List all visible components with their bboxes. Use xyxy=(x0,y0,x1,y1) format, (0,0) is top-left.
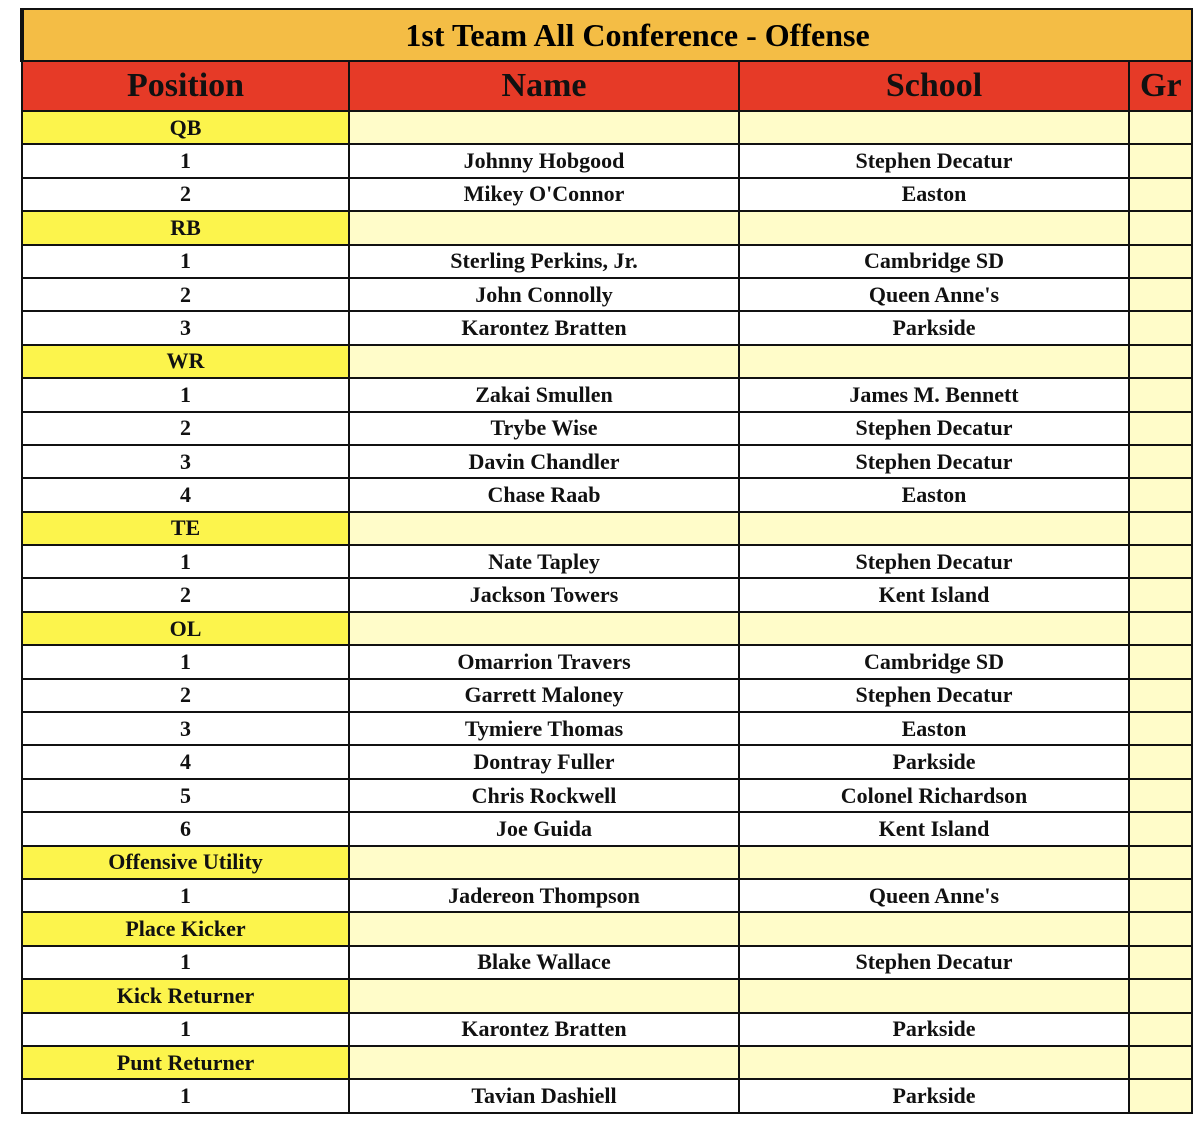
table-row xyxy=(22,445,1192,478)
group-grade-cell xyxy=(1129,1046,1192,1079)
player-name-cell: Johnny Hobgood xyxy=(349,144,739,177)
school-cell: James M. Bennett xyxy=(739,378,1129,411)
group-name-cell xyxy=(349,912,739,945)
group-name-cell xyxy=(349,512,739,545)
school-cell: Stephen Decatur xyxy=(739,412,1129,445)
school-cell: Kent Island xyxy=(739,578,1129,611)
grade-cell xyxy=(1129,178,1192,211)
group-name-cell xyxy=(349,979,739,1012)
rank-cell: 4 xyxy=(22,745,349,778)
position-label: RB xyxy=(22,211,349,244)
rank-cell: 3 xyxy=(22,311,349,344)
grade-cell xyxy=(1129,679,1192,712)
school-cell: Parkside xyxy=(739,745,1129,778)
school-cell: Colonel Richardson xyxy=(739,779,1129,812)
group-school-cell xyxy=(739,211,1129,244)
rank-cell: 1 xyxy=(22,245,349,278)
grade-cell xyxy=(1129,745,1192,778)
table-row xyxy=(22,1079,1192,1112)
table-row xyxy=(22,679,1192,712)
player-name-cell: Tymiere Thomas xyxy=(349,712,739,745)
table-row xyxy=(22,278,1192,311)
group-grade-cell xyxy=(1129,612,1192,645)
position-group-row xyxy=(22,846,1192,879)
player-name-cell: Karontez Bratten xyxy=(349,311,739,344)
grade-cell xyxy=(1129,545,1192,578)
grade-cell xyxy=(1129,1013,1192,1046)
table-row xyxy=(22,545,1192,578)
school-cell: Stephen Decatur xyxy=(739,144,1129,177)
school-cell: Cambridge SD xyxy=(739,645,1129,678)
table-row xyxy=(22,745,1192,778)
group-grade-cell xyxy=(1129,345,1192,378)
position-group-row xyxy=(22,612,1192,645)
player-name-cell: Mikey O'Connor xyxy=(349,178,739,211)
school-cell: Easton xyxy=(739,712,1129,745)
rank-cell: 3 xyxy=(22,445,349,478)
position-label: OL xyxy=(22,612,349,645)
table-row xyxy=(22,245,1192,278)
grade-cell xyxy=(1129,578,1192,611)
table-row xyxy=(22,378,1192,411)
table-row xyxy=(22,645,1192,678)
player-name-cell: Trybe Wise xyxy=(349,412,739,445)
column-header-school: School xyxy=(739,61,1129,111)
table-row xyxy=(22,812,1192,845)
school-cell: Stephen Decatur xyxy=(739,946,1129,979)
rank-cell: 1 xyxy=(22,1013,349,1046)
group-name-cell xyxy=(349,111,739,144)
table-body xyxy=(22,111,1192,1113)
grade-cell xyxy=(1129,779,1192,812)
group-school-cell xyxy=(739,612,1129,645)
player-name-cell: Omarrion Travers xyxy=(349,645,739,678)
position-group-row xyxy=(22,979,1192,1012)
school-cell: Stephen Decatur xyxy=(739,679,1129,712)
rank-cell: 2 xyxy=(22,578,349,611)
rank-cell: 2 xyxy=(22,412,349,445)
group-school-cell xyxy=(739,345,1129,378)
position-group-row xyxy=(22,211,1192,244)
group-grade-cell xyxy=(1129,846,1192,879)
player-name-cell: Chase Raab xyxy=(349,478,739,511)
rank-cell: 5 xyxy=(22,779,349,812)
grade-cell xyxy=(1129,278,1192,311)
grade-cell xyxy=(1129,1079,1192,1112)
player-name-cell: Dontray Fuller xyxy=(349,745,739,778)
rank-cell: 1 xyxy=(22,378,349,411)
group-school-cell xyxy=(739,979,1129,1012)
column-header-grade: Gr xyxy=(1129,61,1192,111)
group-name-cell xyxy=(349,1046,739,1079)
group-name-cell xyxy=(349,612,739,645)
column-header-position: Position xyxy=(22,61,349,111)
player-name-cell: Chris Rockwell xyxy=(349,779,739,812)
school-cell: Parkside xyxy=(739,1079,1129,1112)
group-grade-cell xyxy=(1129,211,1192,244)
table-row xyxy=(22,478,1192,511)
group-school-cell xyxy=(739,846,1129,879)
group-grade-cell xyxy=(1129,111,1192,144)
all-conference-table xyxy=(20,8,1193,1114)
rank-cell: 1 xyxy=(22,1079,349,1112)
column-header-name: Name xyxy=(349,61,739,111)
rank-cell: 1 xyxy=(22,946,349,979)
grade-cell xyxy=(1129,812,1192,845)
grade-cell xyxy=(1129,946,1192,979)
rank-cell: 1 xyxy=(22,545,349,578)
position-label: Punt Returner xyxy=(22,1046,349,1079)
table-row xyxy=(22,712,1192,745)
table-row xyxy=(22,946,1192,979)
position-group-row xyxy=(22,912,1192,945)
player-name-cell: Davin Chandler xyxy=(349,445,739,478)
grade-cell xyxy=(1129,445,1192,478)
school-cell: Parkside xyxy=(739,311,1129,344)
school-cell: Stephen Decatur xyxy=(739,445,1129,478)
player-name-cell: Nate Tapley xyxy=(349,545,739,578)
table-row xyxy=(22,879,1192,912)
position-label: Offensive Utility xyxy=(22,846,349,879)
player-name-cell: Joe Guida xyxy=(349,812,739,845)
title-row xyxy=(22,9,1192,61)
group-school-cell xyxy=(739,512,1129,545)
rank-cell: 2 xyxy=(22,178,349,211)
table-title: 1st Team All Conference - Offense xyxy=(22,9,1192,61)
position-group-row xyxy=(22,111,1192,144)
group-name-cell xyxy=(349,345,739,378)
rank-cell: 1 xyxy=(22,879,349,912)
school-cell: Easton xyxy=(739,478,1129,511)
group-grade-cell xyxy=(1129,912,1192,945)
school-cell: Queen Anne's xyxy=(739,278,1129,311)
group-school-cell xyxy=(739,1046,1129,1079)
position-group-row xyxy=(22,345,1192,378)
rank-cell: 6 xyxy=(22,812,349,845)
position-label: TE xyxy=(22,512,349,545)
group-grade-cell xyxy=(1129,979,1192,1012)
group-school-cell xyxy=(739,111,1129,144)
school-cell: Stephen Decatur xyxy=(739,545,1129,578)
group-grade-cell xyxy=(1129,512,1192,545)
table-row xyxy=(22,178,1192,211)
table-row xyxy=(22,144,1192,177)
position-label: WR xyxy=(22,345,349,378)
grade-cell xyxy=(1129,712,1192,745)
player-name-cell: Garrett Maloney xyxy=(349,679,739,712)
position-label: QB xyxy=(22,111,349,144)
position-label: Place Kicker xyxy=(22,912,349,945)
rank-cell: 1 xyxy=(22,144,349,177)
table-row xyxy=(22,412,1192,445)
group-name-cell xyxy=(349,846,739,879)
grade-cell xyxy=(1129,245,1192,278)
position-label: Kick Returner xyxy=(22,979,349,1012)
grade-cell xyxy=(1129,412,1192,445)
table-row xyxy=(22,779,1192,812)
school-cell: Cambridge SD xyxy=(739,245,1129,278)
school-cell: Parkside xyxy=(739,1013,1129,1046)
grade-cell xyxy=(1129,144,1192,177)
grade-cell xyxy=(1129,478,1192,511)
player-name-cell: Sterling Perkins, Jr. xyxy=(349,245,739,278)
group-name-cell xyxy=(349,211,739,244)
table-row xyxy=(22,1013,1192,1046)
position-group-row xyxy=(22,512,1192,545)
player-name-cell: John Connolly xyxy=(349,278,739,311)
school-cell: Easton xyxy=(739,178,1129,211)
player-name-cell: Jackson Towers xyxy=(349,578,739,611)
player-name-cell: Karontez Bratten xyxy=(349,1013,739,1046)
table-row xyxy=(22,578,1192,611)
position-group-row xyxy=(22,1046,1192,1079)
player-name-cell: Zakai Smullen xyxy=(349,378,739,411)
school-cell: Queen Anne's xyxy=(739,879,1129,912)
rank-cell: 2 xyxy=(22,679,349,712)
table-row xyxy=(22,311,1192,344)
group-school-cell xyxy=(739,912,1129,945)
rank-cell: 4 xyxy=(22,478,349,511)
rank-cell: 1 xyxy=(22,645,349,678)
rank-cell: 3 xyxy=(22,712,349,745)
player-name-cell: Blake Wallace xyxy=(349,946,739,979)
grade-cell xyxy=(1129,645,1192,678)
player-name-cell: Jadereon Thompson xyxy=(349,879,739,912)
grade-cell xyxy=(1129,879,1192,912)
grade-cell xyxy=(1129,378,1192,411)
rank-cell: 2 xyxy=(22,278,349,311)
header-row xyxy=(22,61,1192,111)
school-cell: Kent Island xyxy=(739,812,1129,845)
player-name-cell: Tavian Dashiell xyxy=(349,1079,739,1112)
grade-cell xyxy=(1129,311,1192,344)
